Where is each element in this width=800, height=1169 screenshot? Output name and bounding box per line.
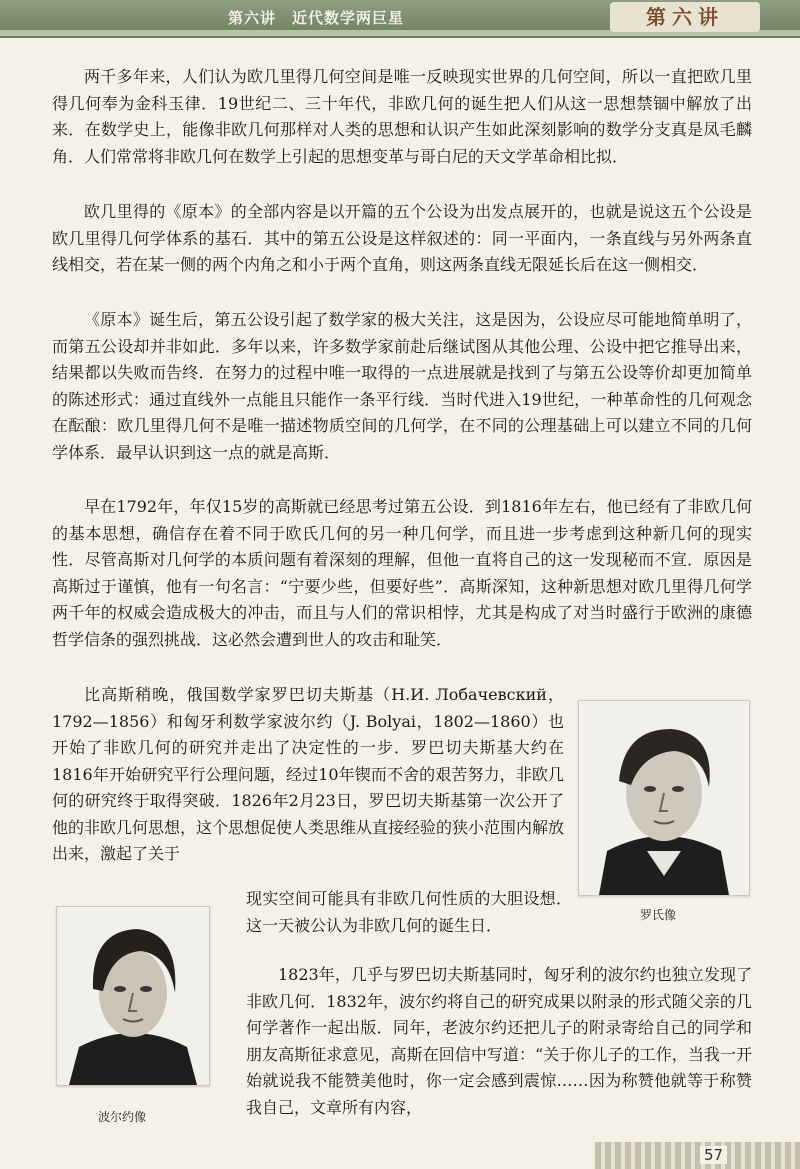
chapter-tag-label: 第六讲 [646,5,724,29]
bolyai-portrait [56,906,210,1086]
paragraph-4: 早在1792年，年仅15岁的高斯就已经思考过第五公设．到1816年左右，他已经有了非欧几何的基本思想，确信存在着不同于欧氏几何的另一种几何学，而且进一步考虑到这种新几何的现实性．尽管高斯对几何学的本质问题有着深刻的理解，但他一直将自己的这一发现秘而不宣．原因是高斯过于谨慎，他有一句名言：“宁要少些，但要好些”．高斯深知，这种新思想对欧几里得几何学两千年的权威会造成极大的冲击，而且与人们的常识相悖，尤其是构成了对当时盛行于欧洲的康德哲学信条的强烈挑战．这必然会遭到世人的攻击和耻笑． [52,497,752,649]
bolyai-caption: 波尔约像 [98,1110,147,1124]
paragraph-2: 欧几里得的《原本》的全部内容是以开篇的五个公设为出发点展开的，也就是说这五个公设是欧几里得几何学体系的基石．其中的第五公设是这样叙述的：同一平面内，一条直线与另外两条直线相交，若在某一侧的两个内角之和小于两个直角，则这两条直线无限延长后在这一侧相交． [52,202,752,274]
lobachevsky-portrait [578,700,750,896]
chapter-title: 第六讲 近代数学两巨星 [228,9,405,27]
lobachevsky-caption: 罗氏像 [640,908,677,922]
chapter-tag [610,2,760,32]
footer-strip [595,1142,800,1169]
paragraph-3: 《原本》诞生后，第五公设引起了数学家的极大关注，这是因为，公设应尽可能地简单明了，而第五公设却并非如此．多年以来，许多数学家前赴后继试图从其他公理、公设中把它推导出来，结果都以失败而告终．在努力的过程中唯一取得的一点进展就是找到了与第五公设等价却更加简单的陈述形式：通过直线外一点能且只能作一条平行线．当时代进入19世纪，一种革命性的几何观念在酝酿：欧几里得几何不是唯一描述物质空间的几何学，在不同的公理基础上可以建立不同的几何学体系．最早认识到这一点的就是高斯． [52,310,752,462]
paragraph-1: 两千多年来，人们认为欧几里得几何空间是唯一反映现实世界的几何空间，所以一直把欧几里得几何奉为金科玉律．19世纪二、三十年代，非欧几何的诞生把人们从这一思想禁锢中解放了出来．在数学史上，能像非欧几何那样对人类的思想和认识产生如此深刻影响的数学分支真是凤毛麟角．人们常常将非欧几何在数学上引起的思想变革与哥白尼的天文学革命相比拟． [52,67,752,166]
page-number: 57 [700,1146,727,1164]
paragraph-6: 1823年，几乎与罗巴切夫斯基同时，匈牙利的波尔约也独立发现了非欧几何．1832年，波尔约将自己的研究成果以附录的形式随父亲的几何学著作一起出版．同年，老波尔约还把儿子的附录寄给自己的同学和朋友高斯征求意见，高斯在回信中写道：“关于你儿子的工作，当我一开始就说我不能赞美他时，你一定会感到震惊……因为称赞他就等于称赞我自己，文章所有内容， [246,965,752,1117]
page-footer [0,1142,800,1169]
paragraph-5: 比高斯稍晚，俄国数学家罗巴切夫斯基（Н.И. Лобачевский，1792—1856）和匈牙利数学家波尔约（J. Bolyai，1802—1860）也开始了非欧几何的研究并走出了决定性的一步．罗巴切夫斯基大约在1816年开始研究平行公理问题，经过10年锲而不舍的艰苦努力，非欧几何的研究终于取得突破．1826年2月23日，罗巴切夫斯基第一次公开了他的非欧几何思想，这个思想促使人类思维从直接经验的狭小范围内解放出来，激起了关于 [52,685,565,863]
page-header [0,0,800,38]
paragraph-5-continued: 现实空间可能具有非欧几何性质的大胆设想．这一天被公认为非欧几何的诞生日． [246,889,572,935]
